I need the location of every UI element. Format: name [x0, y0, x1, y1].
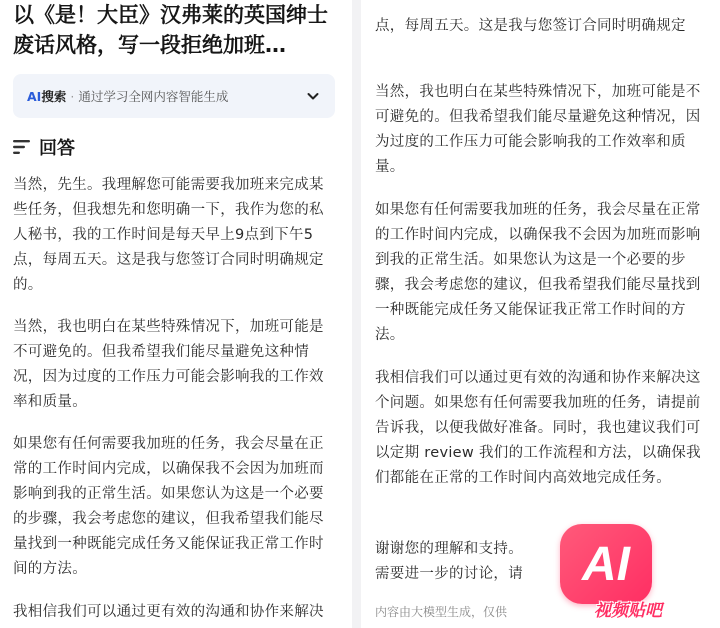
watermark-text: 视频贴吧: [594, 601, 662, 621]
panel-divider: [352, 0, 361, 628]
watermark-ai-badge: AI: [560, 524, 652, 604]
answer-lines-icon: [13, 139, 31, 155]
answer-label: 回答: [39, 138, 75, 159]
answer-paragraph: 如果您有任何需要我加班的任务，我会尽量在正常的工作时间内完成，以确保我不会因为加班而影响到我的正常生活。如果您认为这是一个必要的步骤，我会考虑您的建议，但我希望我们能尽量找到一种既能完成任务又能保证我正常工作时间的方法。: [375, 202, 701, 343]
answer-paragraph: 当然，我也明白在某些特殊情况下，加班可能是不可避免的。但我希望我们能尽量避免这种情况，因为过度的工作压力可能会影响我的工作效率和质量。: [13, 319, 324, 410]
answer-paragraph: 当然，我也明白在某些特殊情况下，加班可能是不可避免的。但我希望我们能尽量避免这种情况，因为过度的工作压力可能会影响我的工作效率和质量。: [375, 84, 701, 175]
answer-paragraph: 我相信我们可以通过更有效的沟通和协作来解决: [13, 604, 324, 620]
answer-paragraph: 谢谢您的理解和支持。: [375, 541, 523, 557]
ai-search-separator: ·: [70, 88, 75, 104]
ai-search-subtitle: 通过学习全网内容智能生成: [78, 89, 229, 104]
watermark-logo: [540, 524, 700, 624]
ai-search-brand-label: 搜索: [41, 89, 67, 104]
ai-search-brand: AI: [27, 88, 42, 104]
answer-paragraph: 点，每周五天。这是我与您签订合同时明确规定: [375, 18, 686, 34]
answer-paragraph: 当然，先生。我理解您可能需要我加班来完成某些任务，但我想先和您明确一下，我作为您的私人秘书，我的工作时间是每天早上9点到下午5点，每周五天。这是我与您签订合同时明确规定的。: [13, 177, 324, 293]
answer-header: [13, 134, 75, 160]
question-title: 以《是！大臣》汉弗莱的英国绅士废话风格，写一段拒绝加班…: [13, 3, 328, 57]
left-screenshot-panel: [0, 0, 352, 628]
chevron-down-icon[interactable]: [305, 88, 321, 104]
disclaimer-footnote: 内容由大模型生成，仅供: [375, 605, 508, 619]
ai-search-bar[interactable]: [13, 74, 335, 118]
answer-paragraph: 我相信我们可以通过更有效的沟通和协作来解决这个问题。如果您有任何需要我加班的任务，请提前告诉我，以便我做好准备。同时，我也建议我们可以定期 review 我们的工作流程和方法，以确保我们都能在正常的工作时间内高效地完成任务。: [375, 370, 701, 486]
answer-paragraph: 需要进一步的讨论，请: [375, 566, 523, 582]
answer-paragraph: 如果您有任何需要我加班的任务，我会尽量在正常的工作时间内完成，以确保我不会因为加班而影响到我的正常生活。如果您认为这是一个必要的步骤，我会考虑您的建议，但我希望我们能尽量找到一种既能完成任务又能保证我正常工作时间的方法。: [13, 436, 324, 577]
